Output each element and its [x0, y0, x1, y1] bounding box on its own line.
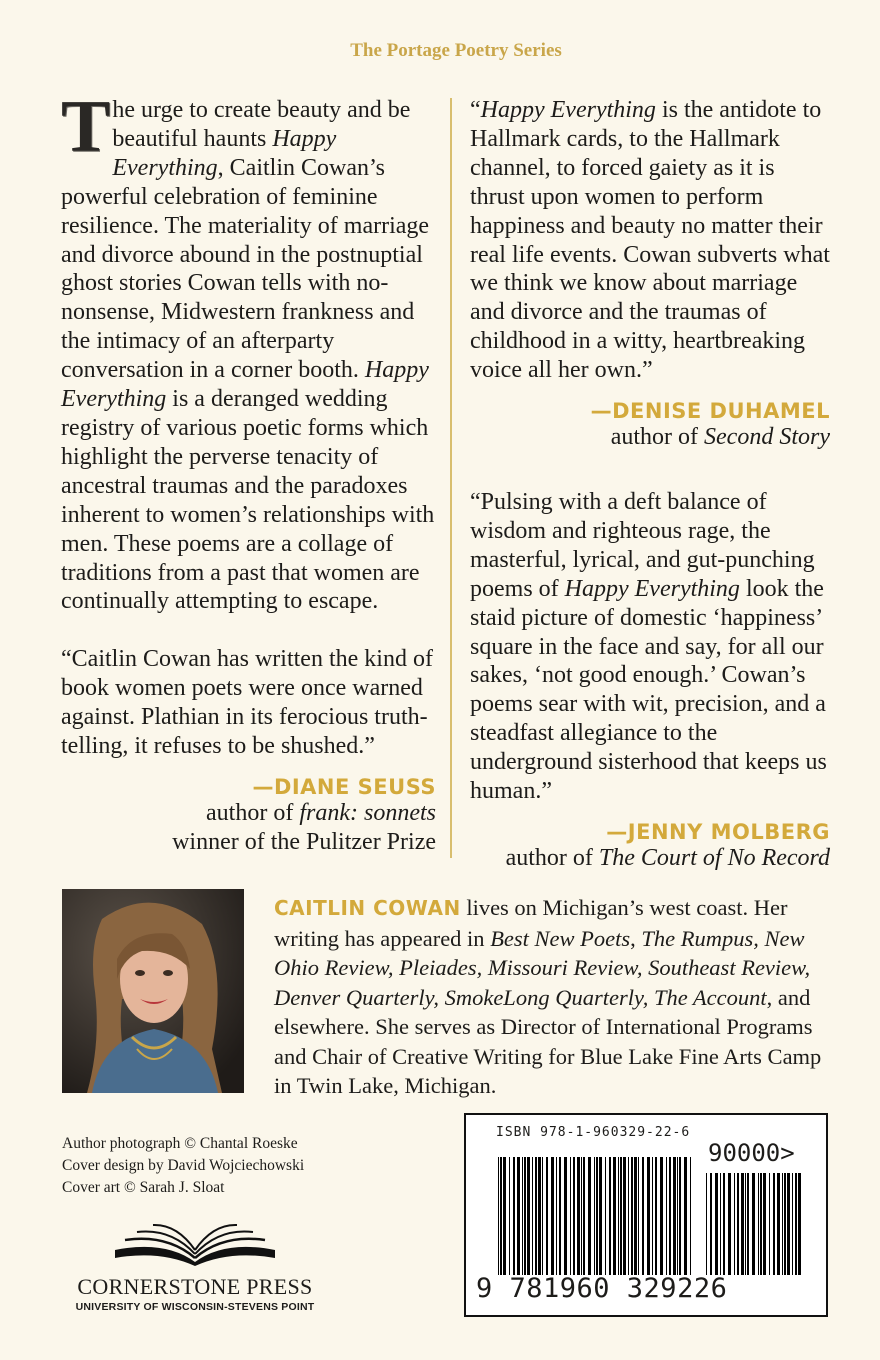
barcode-bar: [720, 1173, 721, 1275]
barcode-bar: [513, 1157, 515, 1275]
byline-book-title: frank: sonnets: [299, 799, 436, 826]
barcode-bar: [787, 1173, 790, 1275]
barcode-bar: [583, 1157, 585, 1275]
byline-book-title: Second Story: [704, 424, 830, 451]
byline-seuss: [61, 799, 436, 828]
barcode-bar: [745, 1173, 746, 1275]
barcode-bar: [524, 1157, 526, 1275]
barcode-bar: [498, 1157, 499, 1275]
ean-number: 9 781960 329226: [476, 1273, 728, 1304]
attribution-seuss: —DIANE SEUSS: [252, 774, 436, 799]
barcode-bar: [638, 1157, 639, 1275]
barcode-bar: [784, 1173, 786, 1275]
publisher-logo: [40, 1222, 350, 1313]
author-portrait-illustration: [62, 889, 244, 1093]
book-title: Happy Everything: [480, 97, 656, 123]
barcode-bar: [706, 1173, 707, 1275]
barcode-bar: [631, 1157, 633, 1275]
quote-molberg: [470, 488, 830, 806]
bio-text: ,: [630, 925, 642, 951]
left-column: [61, 86, 436, 857]
blurb-text: , Caitlin Cowan’s powerful celebration of feminine resilience. The materiality of marriage and divorce abound in the postnuptial ghost stories Cowan tells with no-nonsense, Midwestern frankness and the intimacy of an afterparty conversation in a corner booth.: [61, 154, 430, 384]
barcode-bar: [613, 1157, 616, 1275]
credits: [62, 1133, 304, 1199]
open-book-icon: [105, 1222, 285, 1266]
book-title: Happy Everything: [564, 575, 740, 602]
byline-molberg: [470, 844, 830, 873]
barcode-bar: [500, 1157, 502, 1275]
barcode-bar: [758, 1173, 759, 1275]
barcode-bar: [660, 1157, 663, 1275]
barcode-bar: [723, 1173, 725, 1275]
barcode-bar: [777, 1173, 780, 1275]
barcode-bar: [655, 1157, 657, 1275]
barcode-bar: [509, 1157, 510, 1275]
isbn-barcode: [464, 1113, 828, 1317]
barcode-bar: [642, 1157, 644, 1275]
quote-text: look the staid picture of domestic ‘happiness’ square in the face and say, for all our sakes, ‘not good enough.’ Cowan’s poems sear with wit, precision, and a steadfast allegiance to the underground sisterhood that keeps us human.”: [470, 575, 827, 805]
barcode-bar: [752, 1173, 755, 1275]
byline-book-title: The Court of No Record: [598, 844, 830, 871]
art-credit: Cover art © Sarah J. Sloat: [62, 1179, 225, 1196]
barcode-bar: [556, 1157, 557, 1275]
barcode-bar: [577, 1157, 580, 1275]
attribution-duhamel: —DENISE DUHAMEL: [590, 399, 830, 424]
column-divider: [450, 98, 452, 858]
bio-text: lives on Michigan’s west coast. Her writing has appeared in: [274, 895, 788, 951]
book-title: Happy Everything: [61, 357, 429, 413]
bio-text: , and elsewhere. She serves as Director of International Programs and Chair of Creative Writing for Blue Lake Fine Arts Camp in Twin Lake, Michigan.: [274, 984, 822, 1098]
barcode-bar: [623, 1157, 626, 1275]
barcode-bar: [710, 1173, 712, 1275]
barcode-bar: [588, 1157, 591, 1275]
byline-award: winner of the Pulitzer Prize: [172, 828, 436, 855]
addon-barcode-bars: [706, 1173, 806, 1275]
barcode-bar: [647, 1157, 650, 1275]
barcode-bar: [728, 1173, 731, 1275]
barcode-bar: [564, 1157, 567, 1275]
barcode-bar: [798, 1173, 801, 1275]
photo-credit: Author photograph © Chantal Roeske: [62, 1135, 298, 1152]
barcode-bar: [605, 1157, 606, 1275]
bio-publication: Best New Poets: [490, 925, 631, 951]
barcode-bar: [679, 1157, 681, 1275]
barcode-bar: [782, 1173, 783, 1275]
drop-cap: T: [61, 86, 109, 168]
byline-duhamel: [470, 423, 830, 452]
price-code: 90000>: [708, 1139, 795, 1167]
blurb-text: he urge to create beauty and be beautiful haunts: [112, 97, 411, 152]
barcode-bar: [715, 1173, 718, 1275]
ean-barcode-bars: [498, 1157, 698, 1275]
barcode-bar: [620, 1157, 622, 1275]
barcode-bar: [599, 1157, 602, 1275]
barcode-bar: [596, 1157, 598, 1275]
barcode-bar: [734, 1173, 735, 1275]
barcode-bar: [517, 1157, 520, 1275]
barcode-bar: [522, 1157, 523, 1275]
barcode-bar: [737, 1173, 739, 1275]
barcode-bar: [795, 1173, 797, 1275]
barcode-bar: [792, 1173, 793, 1275]
quote-seuss: “Caitlin Cowan has written the kind of book women poets were once warned against. Plathian in its ferocious truth-telling, it refuses to be shushed.”: [61, 646, 433, 760]
bio-publications: The Rumpus, New Ohio Review, Pleiades, Missouri Review, Southeast Review, Denver Quarterly, SmokeLong Quarterly, The Account: [274, 925, 811, 1010]
barcode-bar: [609, 1157, 611, 1275]
barcode-bar: [535, 1157, 537, 1275]
barcode-bar: [594, 1157, 595, 1275]
barcode-bar: [551, 1157, 554, 1275]
barcode-bar: [538, 1157, 541, 1275]
blurb-text: is a deranged wedding registry of various poetic forms which highlight the perverse tenacity of ancestral traumas and the paradoxes inherent to women’s relationships with men. These poems are a collage of traditions from a past that women are continually attempting to escape.: [61, 386, 435, 615]
barcode-bar: [673, 1157, 676, 1275]
barcode-bar: [527, 1157, 530, 1275]
barcode-bar: [634, 1157, 637, 1275]
barcode-bar: [666, 1157, 667, 1275]
author-name: CAITLIN COWAN: [274, 896, 461, 920]
barcode-bar: [769, 1173, 770, 1275]
right-column: [470, 96, 830, 873]
barcode-bar: [581, 1157, 582, 1275]
barcode-bar: [628, 1157, 629, 1275]
barcode-bar: [570, 1157, 571, 1275]
barcode-bar: [741, 1173, 744, 1275]
barcode-bar: [503, 1157, 506, 1275]
quote-text: “: [470, 97, 481, 123]
barcode-bar: [684, 1157, 687, 1275]
barcode-bar: [763, 1173, 766, 1275]
attribution-molberg: —JENNY MOLBERG: [606, 819, 830, 844]
author-photo: [62, 889, 244, 1093]
isbn-label: ISBN 978-1-960329-22-6: [496, 1125, 691, 1140]
author-bio: [274, 893, 834, 1101]
design-credit: Cover design by David Wojciechowski: [62, 1157, 305, 1174]
publisher-subtitle: UNIVERSITY OF WISCONSIN-STEVENS POINT: [75, 1301, 315, 1313]
barcode-bar: [677, 1157, 678, 1275]
quote-duhamel: [470, 96, 830, 385]
publisher-name: CORNERSTONE PRESS: [77, 1274, 313, 1299]
barcode-bar: [618, 1157, 619, 1275]
barcode-bar: [669, 1157, 671, 1275]
barcode-bar: [652, 1157, 653, 1275]
barcode-bar: [773, 1173, 775, 1275]
byline-prefix: author of: [610, 424, 705, 451]
barcode-bar: [690, 1157, 691, 1275]
series-title: The Portage Poetry Series: [350, 40, 562, 61]
book-title: Happy Everything: [112, 125, 337, 181]
blurb-paragraph: [61, 86, 436, 616]
byline-prefix: author of: [505, 844, 599, 871]
barcode-bar: [573, 1157, 575, 1275]
barcode-bar: [542, 1157, 543, 1275]
barcode-bar: [559, 1157, 561, 1275]
quote-text: “Pulsing with a deft balance of wisdom and righteous rage, the masterful, lyrical, and gut-punching poems of: [470, 488, 815, 602]
barcode-bar: [760, 1173, 762, 1275]
barcode-bar: [747, 1173, 749, 1275]
byline-prefix: author of: [206, 799, 300, 826]
barcode-bar: [532, 1157, 533, 1275]
quote-text: is the antidote to Hallmark cards, to the Hallmark channel, to forced gaiety as it is thrust upon women to perform happiness and beauty no matter their real life events. Cowan subverts what we think we know about marriage and divorce and the traumas of childhood in a witty, heartbreaking voice all her own.”: [470, 97, 830, 384]
barcode-bar: [546, 1157, 548, 1275]
